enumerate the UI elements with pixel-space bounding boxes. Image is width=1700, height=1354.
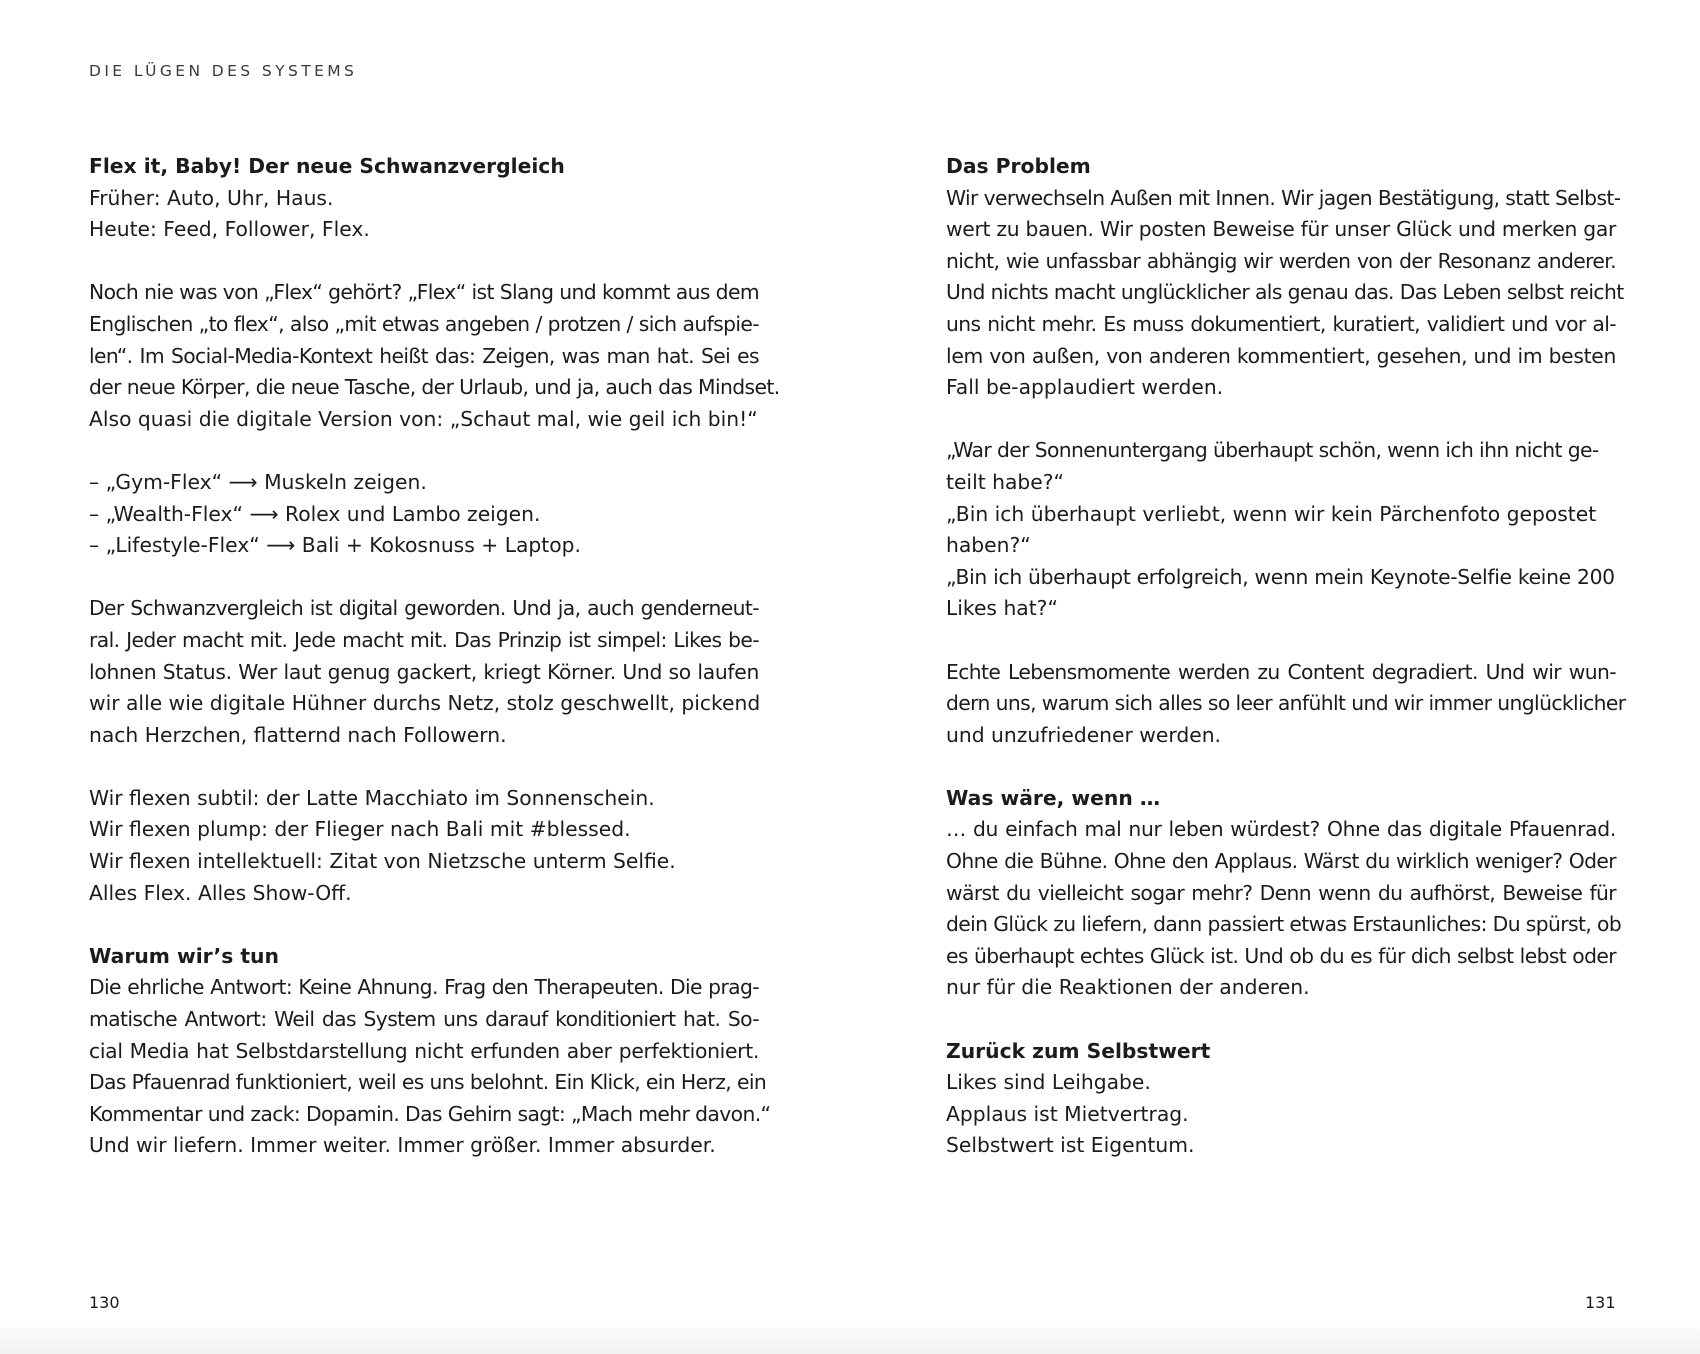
section-heading: Das Problem <box>946 154 1091 178</box>
text-line: cial Media hat Selbstdarstellung nicht erfunden aber perfektioniert. <box>89 1038 759 1063</box>
text-line: teilt habe?“ <box>946 469 1065 494</box>
text-block <box>89 593 759 751</box>
text-line: nach Herzchen, flatternd nach Followern. <box>89 722 507 747</box>
text-block <box>89 941 771 1162</box>
text-line: haben?“ <box>946 533 1031 558</box>
page-number-right: 131 <box>1585 1293 1616 1312</box>
page-bottom-shadow <box>0 1320 1700 1354</box>
text-line: – „Gym-Flex“ ⟶ Muskeln zeigen. <box>89 469 427 494</box>
text-line: len“. Im Social-Media-Kontext heißt das: Zeigen, was man hat. Sei es <box>89 343 759 368</box>
text-line: Und nichts macht unglücklicher als genau das. Das Leben selbst reicht <box>946 280 1624 305</box>
text-line: Und wir liefern. Immer weiter. Immer größer. Immer absurder. <box>89 1133 716 1158</box>
page-number-left: 130 <box>89 1293 120 1312</box>
running-head: DIE LÜGEN DES SYSTEMS <box>89 62 358 80</box>
text-line: Früher: Auto, Uhr, Haus. <box>89 185 334 210</box>
text-line: und unzufriedener werden. <box>946 722 1221 747</box>
left-page-text <box>89 151 780 1194</box>
text-line: wir alle wie digitale Hühner durchs Netz, stolz geschwellt, pickend <box>89 691 761 716</box>
text-block <box>946 783 1622 1004</box>
text-line: Applaus ist Mietvertrag. <box>946 1101 1189 1126</box>
text-line: Noch nie was von „Flex“ gehört? „Flex“ ist Slang und kommt aus dem <box>89 280 759 305</box>
text-line: Wir verwechseln Außen mit Innen. Wir jagen Bestätigung, statt Selbst- <box>946 185 1621 210</box>
text-line: Echte Lebensmomente werden zu Content degradiert. Und wir wun- <box>946 659 1616 684</box>
text-line: Wir flexen subtil: der Latte Macchiato im Sonnenschein. <box>89 785 655 810</box>
text-block <box>89 277 780 435</box>
text-line: … du einfach mal nur leben würdest? Ohne das digitale Pfauenrad. <box>946 817 1616 842</box>
text-line: „Bin ich überhaupt verliebt, wenn wir kein Pärchenfoto gepostet <box>946 501 1597 526</box>
text-line: wärst du vielleicht sogar mehr? Denn wenn du aufhörst, Beweise für <box>946 880 1616 905</box>
text-line: Die ehrliche Antwort: Keine Ahnung. Frag den Therapeuten. Die prag- <box>89 975 759 1000</box>
text-line: „Bin ich überhaupt erfolgreich, wenn mein Keynote-Selfie keine 200 <box>946 564 1615 589</box>
text-line: Wir flexen plump: der Flieger nach Bali mit #blessed. <box>89 817 631 842</box>
section-heading: Was wäre, wenn … <box>946 785 1161 810</box>
text-line: Der Schwanzvergleich ist digital geworden. Und ja, auch genderneut- <box>89 596 759 621</box>
text-line: Ohne die Bühne. Ohne den Applaus. Wärst du wirklich weniger? Oder <box>946 849 1616 874</box>
section-heading: Warum wir’s tun <box>89 943 279 968</box>
text-line: nicht, wie unfassbar abhängig wir werden von der Resonanz anderer. <box>946 248 1616 273</box>
text-line: Likes hat?“ <box>946 596 1058 621</box>
text-line: matische Antwort: Weil das System uns darauf konditioniert hat. So- <box>89 1007 759 1032</box>
text-line: Das Pfauenrad funktioniert, weil es uns belohnt. Ein Klick, ein Herz, ein <box>89 1070 767 1095</box>
text-block <box>946 657 1626 752</box>
text-block <box>946 435 1616 625</box>
text-line: Also quasi die digitale Version von: „Schaut mal, wie geil ich bin!“ <box>89 406 758 431</box>
text-line: Englischen „to flex“, also „mit etwas angeben / protzen / sich aufspie- <box>89 311 759 336</box>
text-line: „War der Sonnenuntergang überhaupt schön, wenn ich ihn nicht ge- <box>946 438 1599 463</box>
text-line: Fall be-applaudiert werden. <box>946 375 1224 400</box>
text-line: dern uns, warum sich alles so leer anfühlt und wir immer unglücklicher <box>946 691 1626 716</box>
text-block <box>946 1036 1616 1162</box>
text-line: wert zu bauen. Wir posten Beweise für unser Glück und merken gar <box>946 217 1616 242</box>
text-line: Likes sind Leihgabe. <box>946 1070 1151 1095</box>
text-line: Wir flexen intellektuell: Zitat von Nietzsche unterm Selfie. <box>89 849 676 874</box>
text-line: ral. Jeder macht mit. Jede macht mit. Das Prinzip ist simpel: Likes be- <box>89 627 759 652</box>
text-line: es überhaupt echtes Glück ist. Und ob du es für dich selbst lebst oder <box>946 943 1616 968</box>
text-block <box>89 783 759 909</box>
text-block <box>946 151 1624 404</box>
text-line: der neue Körper, die neue Tasche, der Urlaub, und ja, auch das Mindset. <box>89 375 780 400</box>
text-block <box>89 151 759 246</box>
section-heading: Flex it, Baby! Der neue Schwanzvergleich <box>89 154 565 178</box>
text-line: dein Glück zu liefern, dann passiert etwas Erstaunliches: Du spürst, ob <box>946 912 1622 937</box>
text-line: Heute: Feed, Follower, Flex. <box>89 217 370 242</box>
text-line: uns nicht mehr. Es muss dokumentiert, kuratiert, validiert und vor al- <box>946 311 1616 336</box>
right-page-text <box>946 151 1626 1194</box>
text-line: Alles Flex. Alles Show-Off. <box>89 880 352 905</box>
text-line: Selbstwert ist Eigentum. <box>946 1133 1195 1158</box>
section-heading: Zurück zum Selbstwert <box>946 1038 1211 1063</box>
text-line: – „Lifestyle-Flex“ ⟶ Bali + Kokosnuss + Laptop. <box>89 533 581 558</box>
text-line: lohnen Status. Wer laut genug gackert, kriegt Körner. Und so laufen <box>89 659 759 684</box>
text-line: nur für die Reaktionen der anderen. <box>946 975 1310 1000</box>
text-line: – „Wealth-Flex“ ⟶ Rolex und Lambo zeigen. <box>89 501 541 526</box>
text-line: lem von außen, von anderen kommentiert, gesehen, und im besten <box>946 343 1616 368</box>
text-block <box>89 467 759 562</box>
text-line: Kommentar und zack: Dopamin. Das Gehirn sagt: „Mach mehr davon.“ <box>89 1101 771 1126</box>
